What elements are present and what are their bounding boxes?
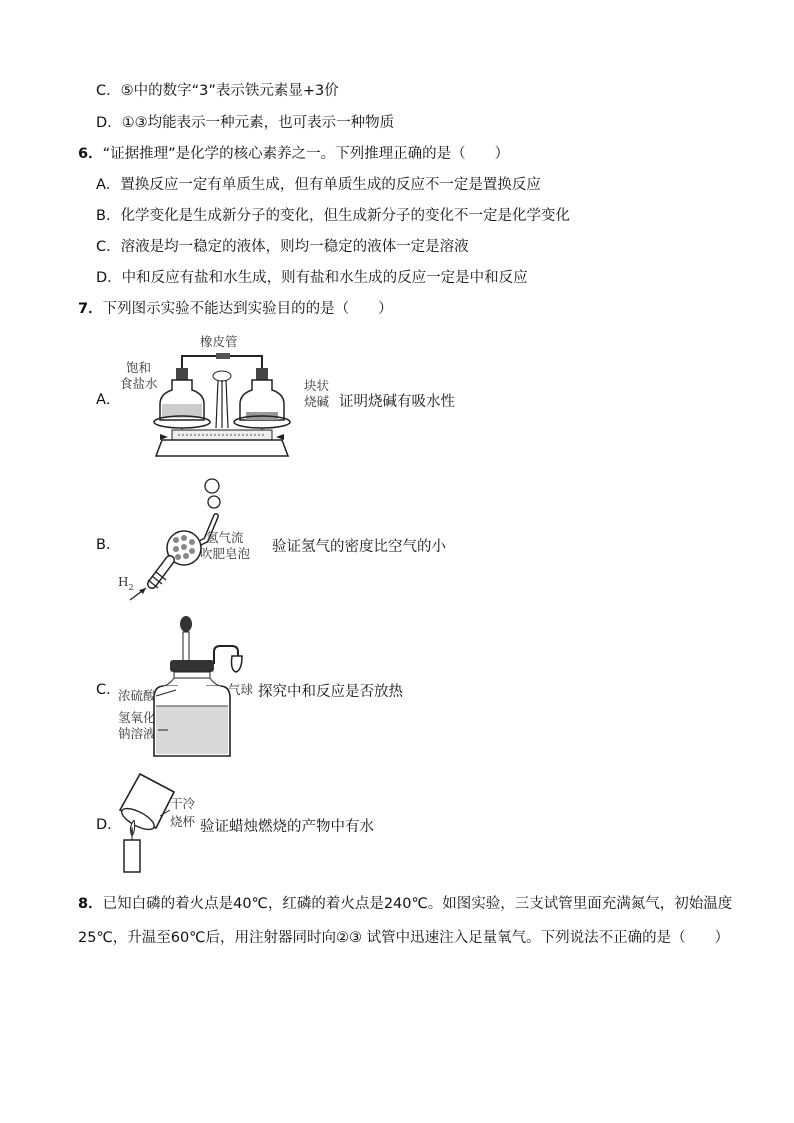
q6-option-d: D．中和反应有盐和水生成，则有盐和水生成的反应一定是中和反应	[96, 270, 528, 286]
question-8-line-1	[78, 894, 732, 914]
q7-option-a-letter: A．	[96, 392, 121, 408]
q7-c-aim: 探究中和反应是否放热	[258, 684, 403, 700]
q6-option-c: C．溶液是均一稳定的液体，则均一稳定的液体一定是溶液	[96, 239, 469, 255]
naoh-label-1: 氢氧化	[118, 710, 156, 725]
question-8-line-2: 25℃，升温至60℃后，用注射器同时向②③ 试管中迅速注入足量氧气。下列说法不正确的是（ ）	[78, 930, 730, 946]
beaker-label-2: 烧杯	[170, 814, 196, 829]
question-7	[78, 299, 393, 319]
acid-label: 浓硫酸	[118, 688, 156, 703]
hydrogen-flow-label: 氢气流	[206, 530, 244, 545]
bubble-label: 吹肥皂泡	[200, 546, 251, 561]
hydrogen-bubble-figure	[112, 476, 272, 606]
left-bottle-label-1: 饱和	[126, 360, 152, 375]
q6-option-a: A．置换反应一定有单质生成，但有单质生成的反应不一定是置换反应	[96, 177, 541, 193]
question-number: 7．	[78, 301, 103, 317]
q7-option-b-letter: B．	[96, 537, 121, 553]
right-bottle-label-1: 块状	[304, 378, 330, 393]
neutralization-apparatus-figure	[112, 612, 262, 762]
q7-a-aim: 证明烧碱有吸水性	[339, 394, 455, 410]
candle-beaker-figure	[112, 770, 212, 876]
q7-d-aim: 验证蜡烛燃烧的产物中有水	[200, 819, 374, 835]
question-stem: “证据推理”是化学的核心素养之一。下列推理正确的是（ ）	[102, 146, 510, 162]
q7-option-c-letter: C．	[96, 682, 121, 698]
balance-apparatus-figure	[112, 328, 352, 464]
question-number: 8．	[78, 896, 103, 912]
question-6	[78, 144, 509, 164]
q7-option-d-letter: D．	[96, 817, 122, 833]
h2-label: $H_2$	[118, 575, 134, 592]
q6-option-b: B．化学变化是生成新分子的变化，但生成新分子的变化不一定是化学变化	[96, 208, 570, 224]
right-bottle-label-2: 烧碱	[304, 394, 330, 409]
question-number: 6．	[78, 146, 103, 162]
option-d-prev: D．①③均能表示一种元素，也可表示一种物质	[96, 115, 395, 131]
balloon-label: 气球	[228, 682, 254, 697]
option-c-prev: C．⑤中的数字“3”表示铁元素显+3价	[96, 83, 339, 99]
question-stem: 已知白磷的着火点是40℃，红磷的着火点是240℃。如图实验，三支试管里面充满氮气，初始温度	[102, 896, 733, 912]
question-stem: 下列图示实验不能达到实验目的的是（ ）	[102, 301, 393, 317]
naoh-label-2: 钠溶液	[118, 726, 156, 741]
q7-b-aim: 验证氢气的密度比空气的小	[272, 539, 446, 555]
rubber-tube-label: 橡皮管	[200, 334, 238, 349]
beaker-label-1: 干冷	[170, 796, 196, 811]
left-bottle-label-2: 食盐水	[120, 376, 158, 391]
